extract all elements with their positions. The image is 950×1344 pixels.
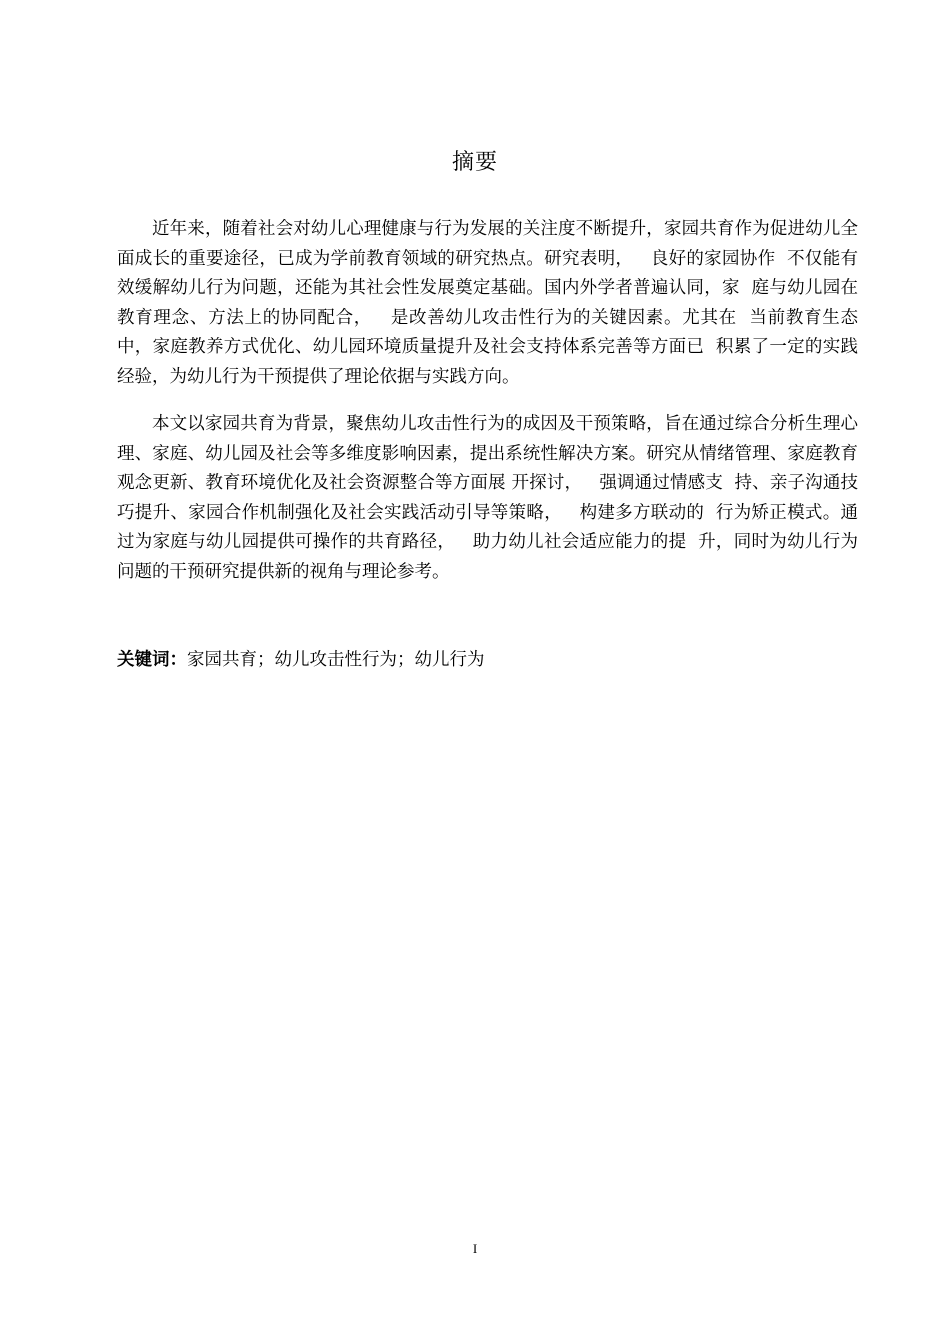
keywords-label: 关键词：: [117, 650, 187, 670]
keywords-text: 家园共育；幼儿攻击性行为；幼儿行为: [187, 650, 485, 670]
page-number: I: [472, 1241, 478, 1256]
keywords-line: [117, 646, 485, 674]
abstract-title: 摘要: [451, 150, 498, 175]
abstract-paragraph-2: 本文以家园共育为背景，聚焦幼儿攻击性行为的成因及干预策略，旨在通过综合分析生理心理、家庭、幼儿园及社会等多维度影响因素，提出系统性解决方案。研究从情绪管理、家庭教育观念更新、教育环境优化及社会资源整合等方面展 开探讨， 强调通过情感支 持、亲子沟通技巧提升、家园合作机制强化及社会实践活动引导等策略， 构建多方联动的 行为矫正模式。通过为家庭与幼儿园提供可操作的共育路径， 助力幼儿社会适应能力的提 升，同时为幼儿行为问题的干预研究提供新的视角与理论参考。: [117, 414, 858, 582]
abstract-paragraph-1: 近年来，随着社会对幼儿心理健康与行为发展的关注度不断提升，家园共育作为促进幼儿全面成长的重要途径，已成为学前教育领域的研究热点。研究表明， 良好的家园协作 不仅能有效缓解幼儿行为问题，还能为其社会性发展奠定基础。国内外学者普遍认同，家 庭与幼儿园在教育理念、方法上的协同配合， 是改善幼儿攻击性行为的关键因素。尤其在 当前教育生态中，家庭教养方式优化、幼儿园环境质量提升及社会支持体系完善等方面已 积累了一定的实践经验，为幼儿行为干预提供了理论依据与实践方向。: [117, 219, 858, 387]
